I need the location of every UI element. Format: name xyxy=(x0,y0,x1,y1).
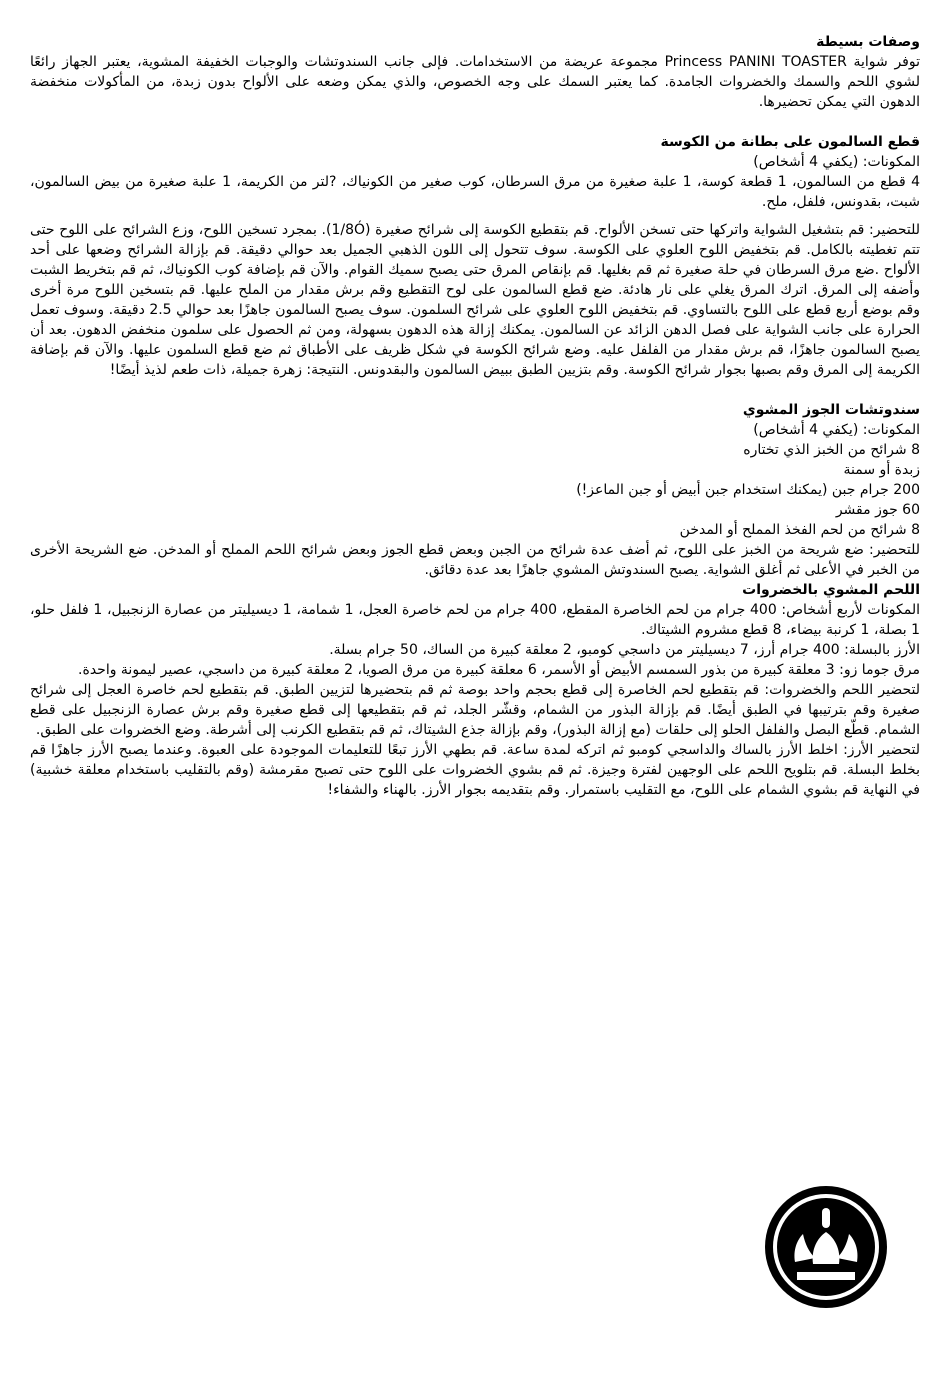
list-item: زبدة أو سمنة xyxy=(843,462,920,478)
salmon-servings: المكونات: (يكفي 4 أشخاص) xyxy=(753,154,920,170)
intro-heading: وصفات بسيطة xyxy=(816,34,920,50)
meat-preparation: لتحضير اللحم والخضروات: قم بتقطيع لحم الخاصرة إلى قطع بحجم واحد بوصة ثم قم بتحضيرها لتزيين الطبق. قم بتقطيع لحم خاصرة العجل إلى شرائح صغيرة وقم بترتيبها في الطبق أيضًا. قم بإزالة البذور من الشمام، وقشّر الجلد، ثم قم بتقطيعها إلى قطع صغيرة وقم برش عصارة الزنجبيل على قطع الشمام. قطّع البصل والفلفل الحلو إلى حلقات (مع إزالة البذور)، وقم بإزالة جذع الشيتاك، ثم قم بتقطيع الكرنب إلى أشرطة. وضع الخضروات على الطبق. xyxy=(30,682,920,738)
meat-ingredients: المكونات لأربع أشخاص: 400 جرام من لحم الخاصرة المقطع، 400 جرام من لحم خاصرة العجل، 1 شمامة، 1 ديسيليتر من عصارة الزنجبيل، 1 فلفل حلو، 1 بصلة، 1 كرنبة بيضاء، 8 قطع مشروم الشيتاك. xyxy=(30,602,920,638)
list-item: 60 جوز مقشر xyxy=(835,502,920,518)
meat-rice-ingredients: الأرز بالبسلة: 400 جرام أرز، 7 ديسيليتر من داسجي كومبو، 2 معلقة كبيرة من الساك، 50 جرام بسلة. xyxy=(329,642,920,658)
salmon-heading: قطع السالمون على بطانة من الكوسة xyxy=(660,134,920,150)
salmon-preparation: للتحضير: قم بتشغيل الشواية واتركها حتى تسخن الألواح. قم بتقطيع الكوسة إلى شرائح صغيرة (1/8Ó). بمجرد تسخين اللوح، وزع الشرائح على اللوح حتى تتم تغطيته بالكامل. قم بتخفيض اللوح العلوي على الكوسة. سوف تتحول إلى اللون الذهبي الجميل بعد حوالي دقيقة. قم بإزالة الشرائح وضعها على أحد الألواح .ضع مرق السرطان في حلة صغيرة ثم قم بغليها. قم بإنقاص المرق حتى يصبح سميك القوام. والآن قم بإضافة كوب الكونياك، ثم قم بتخريط الشبت وأضفه إلى المرق. اترك المرق يغلي على نار هادئة. ضع قطع السالمون على لوح التقطيع وقم برش مقدار من الملح عليها. قم بتسخين اللوح مرة أخرى وقم بوضع أربع قطع على اللوح بالتساوي. قم بتخفيض اللوح العلوي على شرائح السلمون. سوف يصبح السالمون جاهزًا بعد حوالي 2.5 دقيقة. وسوف تعمل الحرارة على جانب الشواية على فصل الدهن الزائد عن السالمون. يمكنك إزالة هذه الدهون بسهولة، ومن ثم الحصول على سلمون منخفض الدهون. بعد أن يصبح السالمون جاهزًا، قم برش مقدار من الفلفل عليه. وضع شرائح الكوسة في شكل ظريف على الأطباق ثم ضع قطع السلمون عليها. والآن قم بإضافة الكريمة إلى المرق وقم بصبها بجوار شرائح الكوسة. وقم بتزيين الطبق ببيض السالمون والبقدونس. النتيجة: زهرة جميلة، ذات طعم لذيذ أيضًا! xyxy=(30,222,920,378)
list-item: 8 شرائح من لحم الفخذ المملح أو المدخن xyxy=(679,522,920,538)
sandwich-heading: سندوتشات الجوز المشوي xyxy=(742,402,920,418)
sandwich-ingredient-list xyxy=(30,440,920,540)
list-item: 8 شرائح من الخبز الذي تختاره xyxy=(743,442,920,458)
salmon-ingredients: 4 قطع من السالمون، 1 قطعة كوسة، 1 علبة صغيرة من مرق السرطان، كوب صغير من الكونياك، ?لتر من الكريمة، 1 علبة صغيرة من بيض السالمون، شبت، بقدونس، فلفل، ملح. xyxy=(30,174,920,210)
meat-sauce-ingredients: مرق جوما زو: 3 معلقة كبيرة من بذور السمسم الأبيض أو الأسمر، 6 معلقة كبيرة من مرق الصويا، 2 معلقة كبيرة من داسجي، عصير ليمونة واحدة. xyxy=(78,662,920,678)
princess-logo-icon xyxy=(763,1184,889,1310)
list-item: 200 جرام جبن (يمكنك استخدام جبن أبيض أو جبن الماعز!) xyxy=(576,482,920,498)
meat-heading: اللحم المشوي بالخضروات xyxy=(742,582,920,598)
sandwich-servings: المكونات: (يكفي 4 أشخاص) xyxy=(753,422,920,438)
document-page xyxy=(30,32,920,800)
intro-paragraph: توفر شواية Princess PANINI TOASTER مجموعة عريضة من الاستخدامات. فإلى جانب السندوتشات والوجبات الخفيفة المشوية، يعتبر الجهاز رائعًا لشوي اللحم والسمك والخضروات الجامدة. كما يعتبر السمك على وجه الخصوص، والذي يمكن وضعه على الألواح بدون زبدة، من المأكولات منخفضة الدهون التي يمكن تحضيرها. xyxy=(30,54,920,110)
sandwich-preparation: للتحضير: ضع شريحة من الخبز على اللوح، ثم أضف عدة شرائح من الجبن وبعض قطع الجوز وبعض شرائح اللحم المملح أو المدخن. ضع الشريحة الأخرى من الخبر في الأعلى ثم أغلق الشواية. يصبح السندوتش المشوي جاهزًا بعد عدة دقائق. xyxy=(30,542,920,578)
rice-preparation: لتحضير الأرز: اخلط الأرز بالساك والداسجي كومبو ثم اتركه لمدة ساعة. قم بطهي الأرز تبعًا للتعليمات الموجودة على العبوة. وعندما يصبح الأرز جاهزًا قم بخلط البسلة. قم بتلويح اللحم على الوجهين لفترة وجيزة. ثم قم بشوي الخضروات على اللوح حتى تصبح مقرمشة (وقم بالتقليب باستخدام معلقة خشبية) في النهاية قم بشوي الشمام على اللوح، مع التقليب باستمرار. وقم بتقديمه بجوار الأرز. بالهناء والشفاء! xyxy=(30,742,920,798)
